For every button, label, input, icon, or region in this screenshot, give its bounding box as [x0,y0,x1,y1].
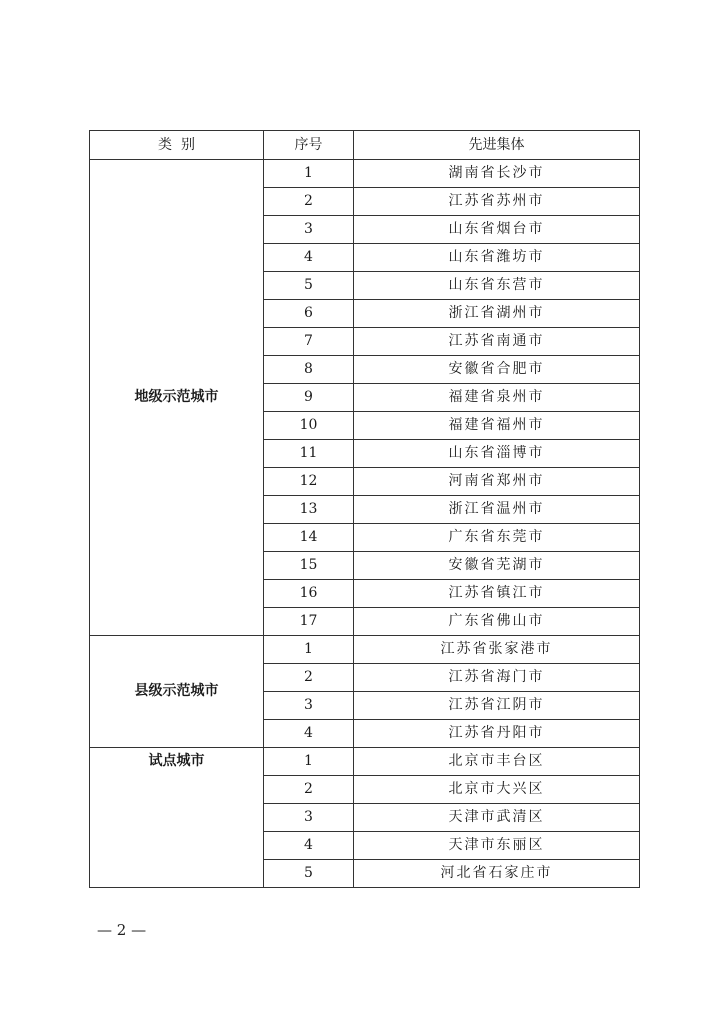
table-header-row [90,131,640,160]
index-cell: 3 [264,216,354,244]
unit-name-cell: 浙江省湖州市 [354,300,640,328]
unit-name-cell: 湖南省长沙市 [354,160,640,188]
index-cell: 4 [264,832,354,860]
unit-name-cell: 河南省郑州市 [354,468,640,496]
unit-name-cell: 福建省福州市 [354,412,640,440]
unit-name-cell: 天津市武清区 [354,804,640,832]
unit-name-cell: 江苏省丹阳市 [354,720,640,748]
table-body [90,160,640,888]
unit-name-cell: 山东省淄博市 [354,440,640,468]
unit-name-cell: 安徽省芜湖市 [354,552,640,580]
index-cell: 13 [264,496,354,524]
index-cell: 2 [264,664,354,692]
unit-name-cell: 江苏省江阴市 [354,692,640,720]
unit-name-cell: 北京市大兴区 [354,776,640,804]
index-cell: 2 [264,188,354,216]
index-cell: 12 [264,468,354,496]
header-unit: 先进集体 [354,131,640,160]
index-cell: 6 [264,300,354,328]
table-row [90,636,640,664]
unit-name-cell: 山东省东营市 [354,272,640,300]
category-cell: 试点城市 [90,748,264,888]
unit-name-cell: 江苏省苏州市 [354,188,640,216]
header-index: 序号 [264,131,354,160]
index-cell: 15 [264,552,354,580]
table-row [90,748,640,776]
table-row [90,160,640,188]
unit-name-cell: 山东省烟台市 [354,216,640,244]
header-category: 类 别 [90,131,264,160]
index-cell: 9 [264,384,354,412]
index-cell: 3 [264,692,354,720]
index-cell: 4 [264,720,354,748]
unit-name-cell: 江苏省镇江市 [354,580,640,608]
unit-name-cell: 山东省潍坊市 [354,244,640,272]
index-cell: 3 [264,804,354,832]
index-cell: 2 [264,776,354,804]
unit-name-cell: 福建省泉州市 [354,384,640,412]
unit-name-cell: 广东省佛山市 [354,608,640,636]
index-cell: 10 [264,412,354,440]
index-cell: 1 [264,636,354,664]
index-cell: 1 [264,160,354,188]
index-cell: 8 [264,356,354,384]
advanced-collectives-table [89,130,640,888]
index-cell: 5 [264,272,354,300]
page-number: — 2 — [97,921,147,939]
index-cell: 4 [264,244,354,272]
index-cell: 14 [264,524,354,552]
unit-name-cell: 广东省东莞市 [354,524,640,552]
category-cell: 地级示范城市 [90,160,264,636]
index-cell: 1 [264,748,354,776]
unit-name-cell: 河北省石家庄市 [354,860,640,888]
index-cell: 11 [264,440,354,468]
index-cell: 7 [264,328,354,356]
category-cell: 县级示范城市 [90,636,264,748]
unit-name-cell: 江苏省南通市 [354,328,640,356]
unit-name-cell: 江苏省张家港市 [354,636,640,664]
index-cell: 5 [264,860,354,888]
unit-name-cell: 北京市丰台区 [354,748,640,776]
unit-name-cell: 安徽省合肥市 [354,356,640,384]
unit-name-cell: 天津市东丽区 [354,832,640,860]
index-cell: 16 [264,580,354,608]
index-cell: 17 [264,608,354,636]
unit-name-cell: 浙江省温州市 [354,496,640,524]
unit-name-cell: 江苏省海门市 [354,664,640,692]
